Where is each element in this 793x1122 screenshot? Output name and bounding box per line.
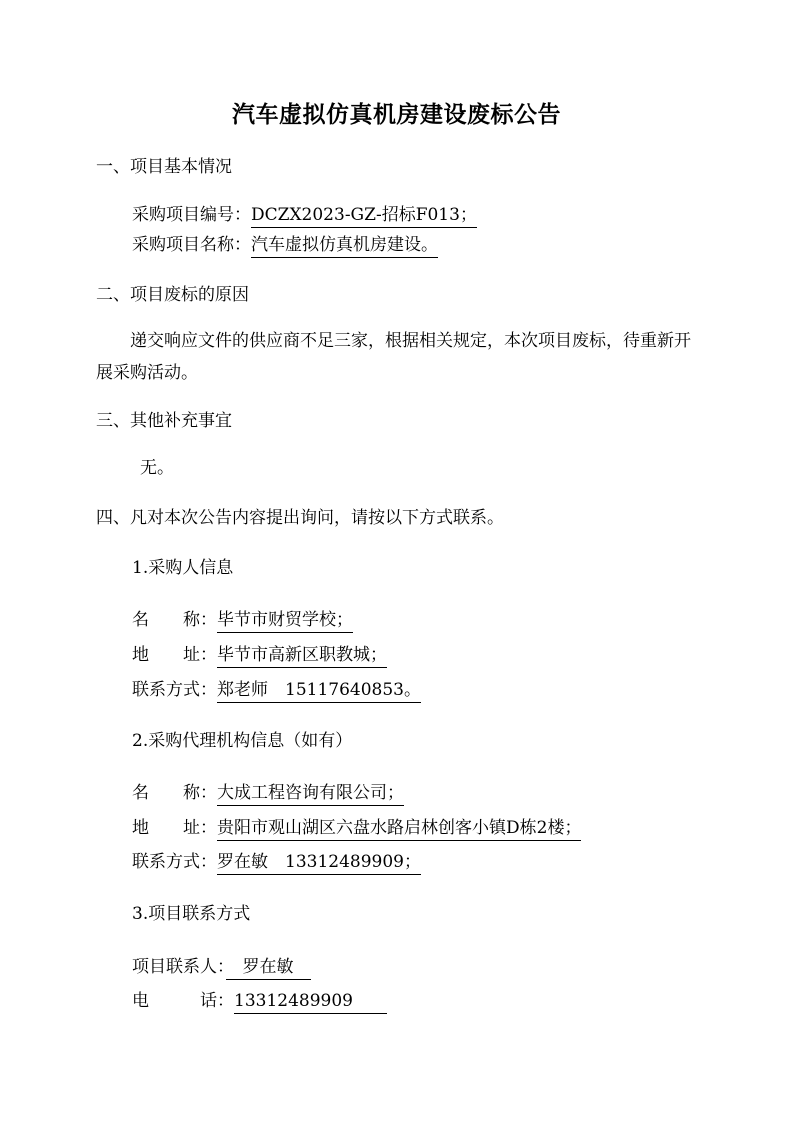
agency-contact-label: 联系方式： xyxy=(132,852,217,872)
section-4-heading: 四、凡对本次公告内容提出询问，请按以下方式联系。 xyxy=(96,508,504,528)
purchaser-address-value: 毕节市高新区职教城； xyxy=(217,645,387,668)
project-contact-person-value: 罗在敏 xyxy=(226,957,311,980)
page-title: 汽车虚拟仿真机房建设废标公告 xyxy=(232,102,561,128)
project-name-value: 汽车虚拟仿真机房建设。 xyxy=(251,235,438,258)
agency-name-label: 名 称： xyxy=(132,783,217,803)
project-number-row xyxy=(132,204,477,226)
agency-address-label: 地 址： xyxy=(132,818,217,838)
purchaser-name-row xyxy=(132,609,353,631)
agency-name-row xyxy=(132,782,404,804)
project-contact-heading: 3.项目联系方式 xyxy=(132,904,251,924)
agency-address-row xyxy=(132,817,581,839)
agency-name-value: 大成工程咨询有限公司； xyxy=(217,783,404,806)
purchaser-contact-row xyxy=(132,679,421,701)
project-contact-person-row xyxy=(132,956,311,978)
project-name-row xyxy=(132,234,438,256)
cancellation-reason: 递交响应文件的供应商不足三家，根据相关规定，本次项目废标，待重新开展采购活动。 xyxy=(96,331,691,383)
project-contact-person-label: 项目联系人： xyxy=(132,957,226,977)
purchaser-name-value: 毕节市财贸学校； xyxy=(217,610,353,633)
agency-address-value: 贵阳市观山湖区六盘水路启林创客小镇D栋2楼； xyxy=(217,818,581,841)
project-number-value: DCZX2023-GZ-招标F013； xyxy=(251,205,477,228)
purchaser-address-row xyxy=(132,644,387,666)
project-contact-phone-label: 电 话： xyxy=(132,991,234,1011)
agency-heading: 2.采购代理机构信息（如有） xyxy=(132,731,353,751)
project-number-label: 采购项目编号： xyxy=(132,205,251,225)
supplementary-content: 无。 xyxy=(140,458,174,478)
project-contact-phone-row xyxy=(132,990,387,1012)
purchaser-contact-value: 郑老师 15117640853。 xyxy=(217,680,421,703)
section-3-heading: 三、其他补充事宜 xyxy=(96,411,232,431)
purchaser-address-label: 地 址： xyxy=(132,645,217,665)
section-2-heading: 二、项目废标的原因 xyxy=(96,285,249,305)
purchaser-name-label: 名 称： xyxy=(132,610,217,630)
project-name-label: 采购项目名称： xyxy=(132,235,251,255)
agency-contact-value: 罗在敏 13312489909； xyxy=(217,852,421,875)
project-contact-phone-value: 13312489909 xyxy=(234,991,387,1014)
agency-contact-row xyxy=(132,851,421,873)
section-1-heading: 一、项目基本情况 xyxy=(96,157,232,177)
purchaser-contact-label: 联系方式： xyxy=(132,680,217,700)
purchaser-heading: 1.采购人信息 xyxy=(132,558,234,578)
